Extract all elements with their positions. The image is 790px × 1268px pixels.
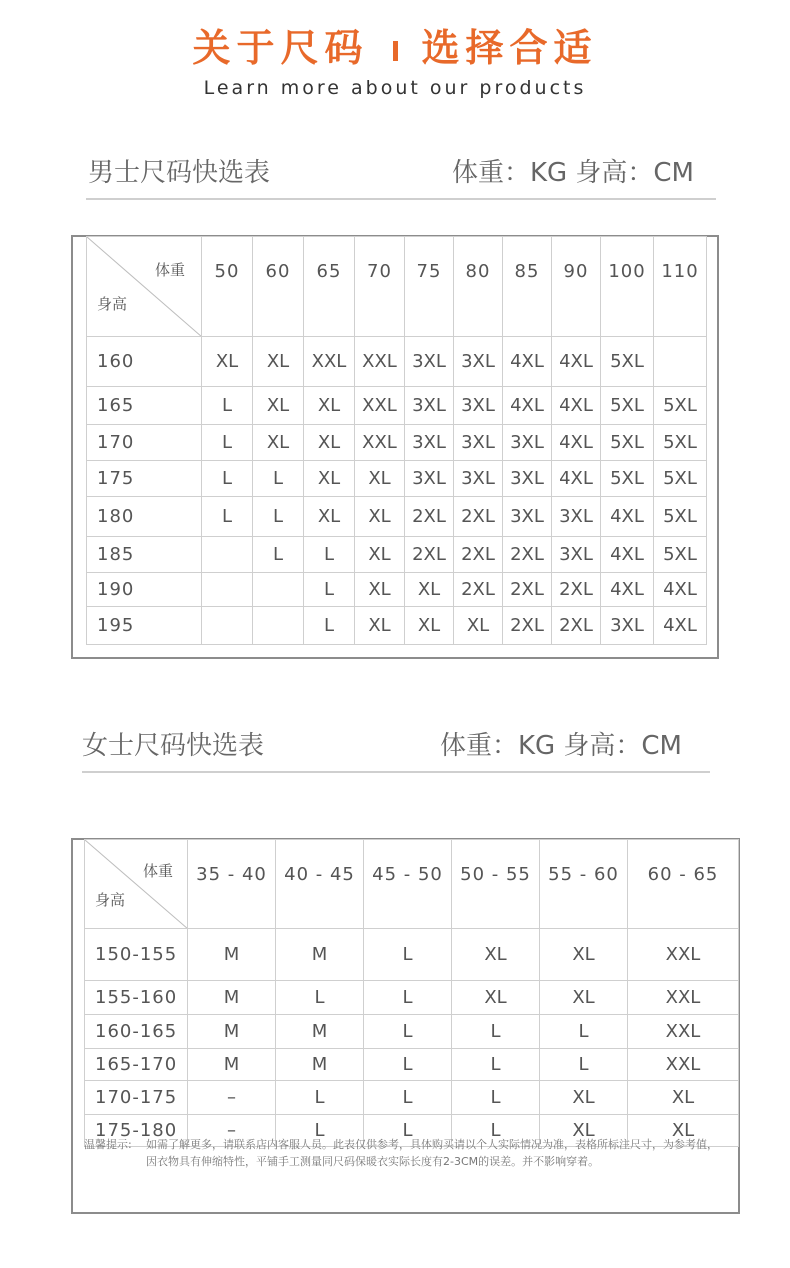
size-cell: L	[452, 1115, 540, 1147]
size-cell: XXL	[355, 425, 405, 461]
weight-header-4: 55 - 60	[540, 840, 628, 929]
page-title	[0, 22, 790, 74]
weight-header-0: 50	[202, 237, 253, 337]
corner-weight-label: 体重	[154, 261, 185, 279]
men-section-divider	[86, 198, 716, 200]
size-cell: L	[540, 1015, 628, 1049]
size-cell: L	[276, 1115, 364, 1147]
title-left: 关于尺码	[192, 26, 369, 70]
men-section-head	[88, 152, 694, 192]
size-cell: 3XL	[601, 607, 654, 645]
size-cell: XL	[540, 1081, 628, 1115]
men-chart-title: 男士尺码快选表	[88, 158, 271, 188]
size-cell: M	[188, 981, 276, 1015]
size-cell: 2XL	[454, 497, 503, 537]
table-row	[87, 461, 707, 497]
size-cell: XL	[540, 981, 628, 1015]
size-cell: 2XL	[552, 607, 601, 645]
height-label: 165-170	[85, 1049, 188, 1081]
table-row	[87, 607, 707, 645]
size-cell: XL	[454, 607, 503, 645]
size-cell: L	[253, 461, 304, 497]
size-cell: XL	[304, 387, 355, 425]
size-cell	[202, 573, 253, 607]
height-label: 195	[87, 607, 202, 645]
size-cell: L	[202, 461, 253, 497]
weight-header-6: 85	[503, 237, 552, 337]
size-cell: XL	[355, 497, 405, 537]
size-cell: L	[364, 1015, 452, 1049]
size-cell: 3XL	[405, 461, 454, 497]
height-label: 170	[87, 425, 202, 461]
women-chart-unit: 体重：KG 身高：CM	[439, 731, 682, 761]
weight-header-3: 50 - 55	[452, 840, 540, 929]
table-row	[87, 425, 707, 461]
size-cell: XL	[405, 573, 454, 607]
weight-header-7: 90	[552, 237, 601, 337]
size-note	[84, 1136, 724, 1170]
table-row	[85, 1049, 739, 1081]
corner-height-label: 身高	[97, 295, 128, 313]
size-cell: XL	[355, 461, 405, 497]
table-row	[85, 929, 739, 981]
size-cell: 4XL	[601, 537, 654, 573]
size-cell: XXL	[628, 1015, 739, 1049]
size-cell	[202, 607, 253, 645]
size-cell: XL	[253, 337, 304, 387]
size-cell: 2XL	[405, 537, 454, 573]
table-row	[85, 1081, 739, 1115]
size-cell: M	[276, 929, 364, 981]
size-cell	[253, 573, 304, 607]
size-cell: 2XL	[454, 537, 503, 573]
size-cell: 4XL	[601, 497, 654, 537]
height-label: 175	[87, 461, 202, 497]
height-label: 160	[87, 337, 202, 387]
table-row	[87, 537, 707, 573]
height-label: 150-155	[85, 929, 188, 981]
size-cell: 5XL	[654, 497, 707, 537]
size-cell: XXL	[355, 337, 405, 387]
size-cell: XL	[540, 1115, 628, 1147]
size-cell: XXL	[628, 981, 739, 1015]
page-header	[0, 22, 790, 100]
women-size-table	[84, 839, 739, 1147]
height-label: 175-180	[85, 1115, 188, 1147]
size-cell: XL	[540, 929, 628, 981]
size-cell: 5XL	[601, 387, 654, 425]
men-header-row	[87, 237, 707, 337]
diagonal-line	[87, 237, 202, 337]
size-cell: L	[452, 1081, 540, 1115]
size-cell: L	[304, 573, 355, 607]
size-cell: M	[276, 1049, 364, 1081]
size-cell: L	[364, 929, 452, 981]
size-cell: 2XL	[503, 573, 552, 607]
size-cell: XL	[405, 607, 454, 645]
weight-header-5: 80	[454, 237, 503, 337]
size-cell: 5XL	[654, 425, 707, 461]
weight-header-3: 70	[355, 237, 405, 337]
size-cell: L	[452, 1015, 540, 1049]
women-header-row	[85, 840, 739, 929]
page-subtitle: Learn more about our products	[203, 77, 587, 99]
weight-header-2: 45 - 50	[364, 840, 452, 929]
women-section-head	[82, 725, 682, 765]
size-cell: XXL	[304, 337, 355, 387]
weight-header-2: 65	[304, 237, 355, 337]
size-cell	[253, 607, 304, 645]
size-cell: L	[364, 1049, 452, 1081]
size-cell: 3XL	[552, 537, 601, 573]
corner-weight-label: 体重	[142, 862, 173, 880]
size-cell: –	[188, 1081, 276, 1115]
women-section-divider	[82, 771, 710, 773]
size-cell: XXL	[628, 929, 739, 981]
size-cell: 5XL	[654, 461, 707, 497]
height-label: 185	[87, 537, 202, 573]
size-cell: 2XL	[454, 573, 503, 607]
size-cell: L	[253, 497, 304, 537]
size-cell: 4XL	[601, 573, 654, 607]
size-cell: 3XL	[552, 497, 601, 537]
weight-header-9: 110	[654, 237, 707, 337]
size-cell	[654, 337, 707, 387]
table-row	[87, 387, 707, 425]
size-cell: 3XL	[454, 387, 503, 425]
size-cell: 2XL	[552, 573, 601, 607]
weight-header-1: 40 - 45	[276, 840, 364, 929]
corner-height-label: 身高	[95, 891, 126, 909]
size-cell: 3XL	[503, 461, 552, 497]
height-label: 165	[87, 387, 202, 425]
women-chart-title: 女士尺码快选表	[82, 731, 265, 761]
size-cell: L	[202, 387, 253, 425]
size-cell: L	[452, 1049, 540, 1081]
size-cell: 4XL	[552, 425, 601, 461]
size-cell: 5XL	[601, 425, 654, 461]
size-cell: L	[540, 1049, 628, 1081]
size-cell: XL	[202, 337, 253, 387]
size-cell: L	[364, 1115, 452, 1147]
size-cell: L	[364, 981, 452, 1015]
size-cell: XL	[253, 387, 304, 425]
title-separator	[393, 41, 398, 61]
size-cell: M	[188, 1015, 276, 1049]
weight-header-8: 100	[601, 237, 654, 337]
size-cell: L	[304, 607, 355, 645]
size-cell: L	[276, 1081, 364, 1115]
size-cell: 3XL	[454, 425, 503, 461]
size-cell: XL	[355, 537, 405, 573]
size-cell: 2XL	[405, 497, 454, 537]
size-cell: 5XL	[601, 337, 654, 387]
title-right: 选择合适	[421, 26, 598, 70]
size-cell: –	[188, 1115, 276, 1147]
men-chart-unit: 体重：KG 身高：CM	[451, 158, 694, 188]
size-cell: XL	[452, 929, 540, 981]
size-cell: 4XL	[503, 337, 552, 387]
height-label: 170-175	[85, 1081, 188, 1115]
height-label: 180	[87, 497, 202, 537]
size-cell: 4XL	[552, 461, 601, 497]
size-cell: 4XL	[503, 387, 552, 425]
size-cell: L	[276, 981, 364, 1015]
size-cell: 5XL	[654, 387, 707, 425]
size-cell: 4XL	[654, 573, 707, 607]
size-cell: L	[304, 537, 355, 573]
height-label: 160-165	[85, 1015, 188, 1049]
women-corner-cell	[85, 840, 188, 929]
weight-header-4: 75	[405, 237, 454, 337]
size-cell: L	[364, 1081, 452, 1115]
size-cell: 3XL	[503, 497, 552, 537]
table-row	[87, 337, 707, 387]
weight-header-5: 60 - 65	[628, 840, 739, 929]
note-label: 温馨提示:	[84, 1138, 132, 1151]
size-cell: XL	[355, 573, 405, 607]
size-cell: 3XL	[503, 425, 552, 461]
diagonal-line	[85, 840, 188, 929]
size-cell: 3XL	[454, 337, 503, 387]
size-cell: XL	[304, 497, 355, 537]
size-cell: M	[188, 929, 276, 981]
weight-header-0: 35 - 40	[188, 840, 276, 929]
size-cell: L	[253, 537, 304, 573]
size-cell: M	[188, 1049, 276, 1081]
height-label: 155-160	[85, 981, 188, 1015]
size-cell: XL	[355, 607, 405, 645]
size-cell: 4XL	[552, 337, 601, 387]
size-cell: 2XL	[503, 537, 552, 573]
weight-header-1: 60	[253, 237, 304, 337]
size-cell: XL	[628, 1081, 739, 1115]
height-label: 190	[87, 573, 202, 607]
size-cell: XL	[628, 1115, 739, 1147]
size-cell: 5XL	[601, 461, 654, 497]
size-cell: 4XL	[654, 607, 707, 645]
table-row	[87, 573, 707, 607]
size-cell: XL	[452, 981, 540, 1015]
size-cell: M	[276, 1015, 364, 1049]
size-cell: L	[202, 497, 253, 537]
size-cell: XL	[304, 461, 355, 497]
men-corner-cell	[87, 237, 202, 337]
size-cell	[202, 537, 253, 573]
table-row	[85, 981, 739, 1015]
size-cell: 3XL	[405, 337, 454, 387]
size-cell: L	[202, 425, 253, 461]
size-cell: XL	[253, 425, 304, 461]
size-cell: 3XL	[454, 461, 503, 497]
size-cell: 5XL	[654, 537, 707, 573]
size-cell: XXL	[628, 1049, 739, 1081]
size-cell: 2XL	[503, 607, 552, 645]
size-cell: 4XL	[552, 387, 601, 425]
size-cell: XL	[304, 425, 355, 461]
size-cell: XXL	[355, 387, 405, 425]
size-cell: 3XL	[405, 425, 454, 461]
note-text: 如需了解更多，请联系店内客服人员。此表仅供参考，具体购买请以个人实际情况为准，表格所标注尺寸，为参考值，因衣物具有伸缩特性，平铺手工测量同尺码保暖衣实际长度有2-3CM的误差。并不影响穿着。	[146, 1138, 718, 1168]
table-row	[85, 1015, 739, 1049]
men-size-table	[86, 236, 707, 645]
size-cell: 3XL	[405, 387, 454, 425]
table-row	[87, 497, 707, 537]
